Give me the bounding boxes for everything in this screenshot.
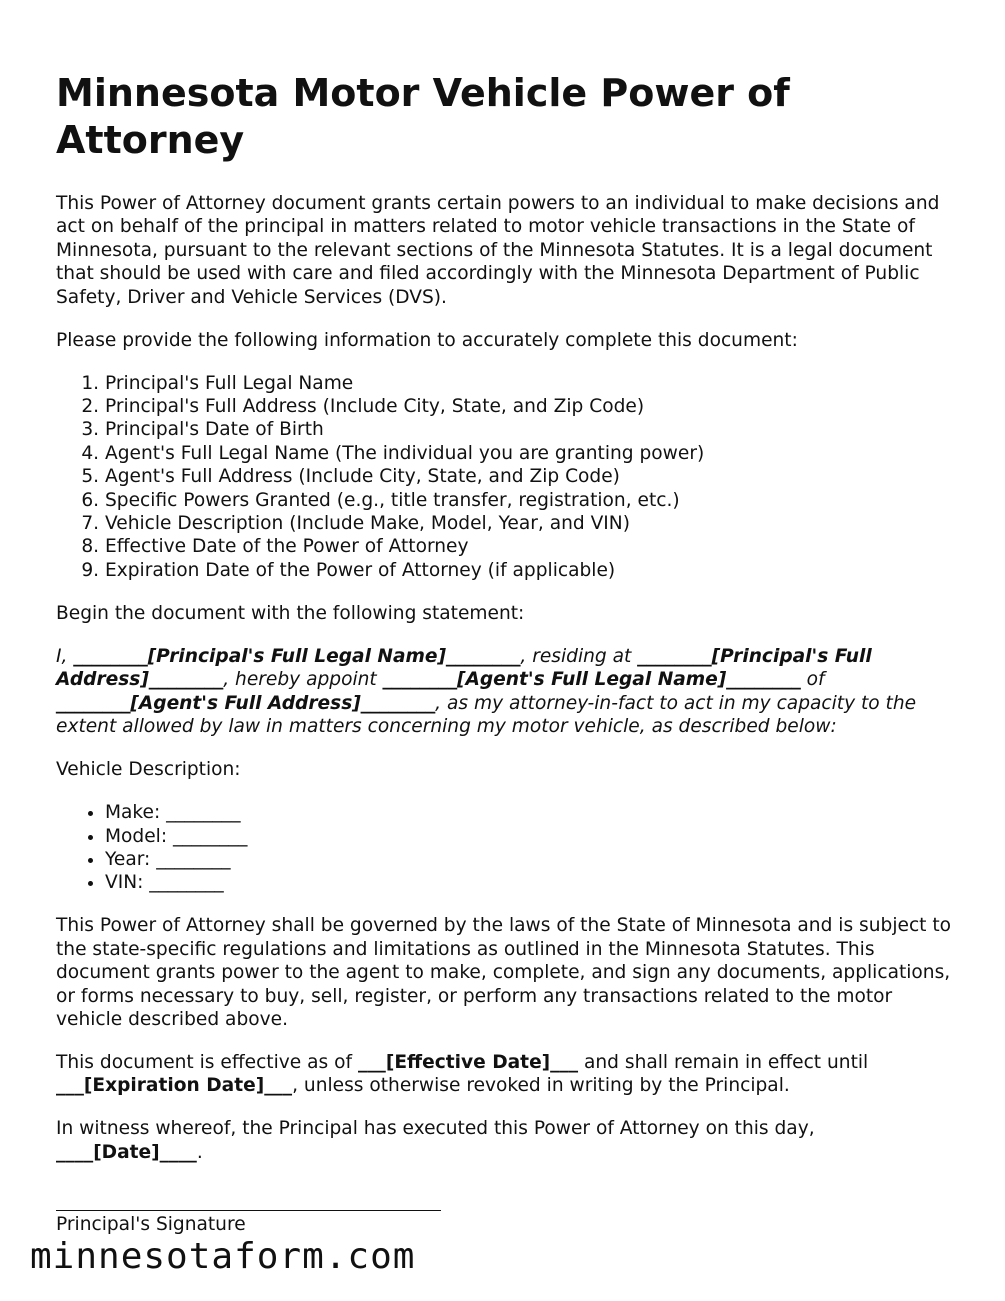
effective-text: This document is effective as of bbox=[56, 1051, 358, 1073]
list-item: 6. Specific Powers Granted (e.g., title transfer, registration, etc.) bbox=[105, 489, 956, 512]
statement-text: , as my attorney-in-fact to act in my capacity to the extent allowed by law in matters concerning my motor vehicle, as described below: bbox=[56, 692, 917, 738]
vehicle-make: • Make: ________ bbox=[105, 801, 956, 824]
statement-text: , hereby appoint bbox=[223, 669, 383, 691]
signature-label: Principal's Signature bbox=[56, 1214, 246, 1236]
governing-law-paragraph: This Power of Attorney shall be governed by the laws of the State of Minnesota and is subject to the state-specific regulations and limitations as outlined in the Minnesota Statutes. This document grants power to the agent to make, complete, and sign any documents, applications, or forms necessary to buy, sell, register, or perform any transactions related to the motor vehicle described above. bbox=[56, 915, 952, 1030]
info-list bbox=[56, 372, 956, 583]
statement-text: I, bbox=[56, 645, 74, 667]
list-item: 5. Agent's Full Address (Include City, State, and Zip Code) bbox=[105, 465, 956, 488]
statement-text: , residing at bbox=[520, 645, 638, 667]
effective-text: and shall remain in effect until bbox=[578, 1051, 869, 1073]
vehicle-heading: Vehicle Description: bbox=[56, 759, 241, 781]
vehicle-model: • Model: ________ bbox=[105, 825, 956, 848]
site-watermark: minnesotaform.com bbox=[30, 1236, 416, 1277]
list-item: 2. Principal's Full Address (Include City, State, and Zip Code) bbox=[105, 395, 956, 418]
vehicle-list bbox=[56, 801, 956, 895]
list-item: 1. Principal's Full Legal Name bbox=[105, 372, 956, 395]
statement-text: of bbox=[800, 669, 825, 691]
list-item: 9. Expiration Date of the Power of Attorney (if applicable) bbox=[105, 559, 956, 582]
effective-paragraph bbox=[56, 1051, 956, 1098]
list-item: 7. Vehicle Description (Include Make, Model, Year, and VIN) bbox=[105, 512, 956, 535]
agent-name-field: ________[Agent's Full Legal Name]________ bbox=[382, 669, 801, 691]
effective-text: , unless otherwise revoked in writing by the Principal. bbox=[292, 1075, 790, 1097]
agent-address-field: ________[Agent's Full Address]________ bbox=[56, 692, 436, 714]
document-page bbox=[56, 70, 956, 1237]
list-item: 4. Agent's Full Legal Name (The individual you are granting power) bbox=[105, 442, 956, 465]
info-prompt: Please provide the following information to accurately complete this document: bbox=[56, 329, 798, 351]
document-title: Minnesota Motor Vehicle Power of Attorney bbox=[56, 71, 790, 162]
vehicle-vin: • VIN: ________ bbox=[105, 871, 956, 894]
expiration-date-field: ___[Expiration Date]___ bbox=[56, 1075, 293, 1097]
witness-paragraph bbox=[56, 1117, 956, 1164]
begin-instruction: Begin the document with the following statement: bbox=[56, 602, 525, 624]
principal-address-field: ________[Principal's Full Address]________ bbox=[56, 645, 872, 691]
date-field: ____[Date]____ bbox=[56, 1141, 197, 1163]
vehicle-year: • Year: ________ bbox=[105, 848, 956, 871]
list-item: 3. Principal's Date of Birth bbox=[105, 418, 956, 441]
signature-line bbox=[56, 1210, 441, 1211]
witness-text: In witness whereof, the Principal has executed this Power of Attorney on this day, bbox=[56, 1118, 815, 1140]
witness-text: . bbox=[196, 1141, 203, 1163]
appointment-statement bbox=[56, 645, 956, 739]
list-item: 8. Effective Date of the Power of Attorney bbox=[105, 535, 956, 558]
intro-paragraph: This Power of Attorney document grants certain powers to an individual to make decisions and act on behalf of the principal in matters related to motor vehicle transactions in the State of Minnesota, pursuant to the relevant sections of the Minnesota Statutes. It is a legal document that should be used with care and filed accordingly with the Minnesota Department of Public Safety, Driver and Vehicle Services (DVS). bbox=[56, 193, 940, 308]
effective-date-field: ___[Effective Date]___ bbox=[357, 1051, 579, 1073]
principal-name-field: ________[Principal's Full Legal Name]________ bbox=[73, 645, 521, 667]
